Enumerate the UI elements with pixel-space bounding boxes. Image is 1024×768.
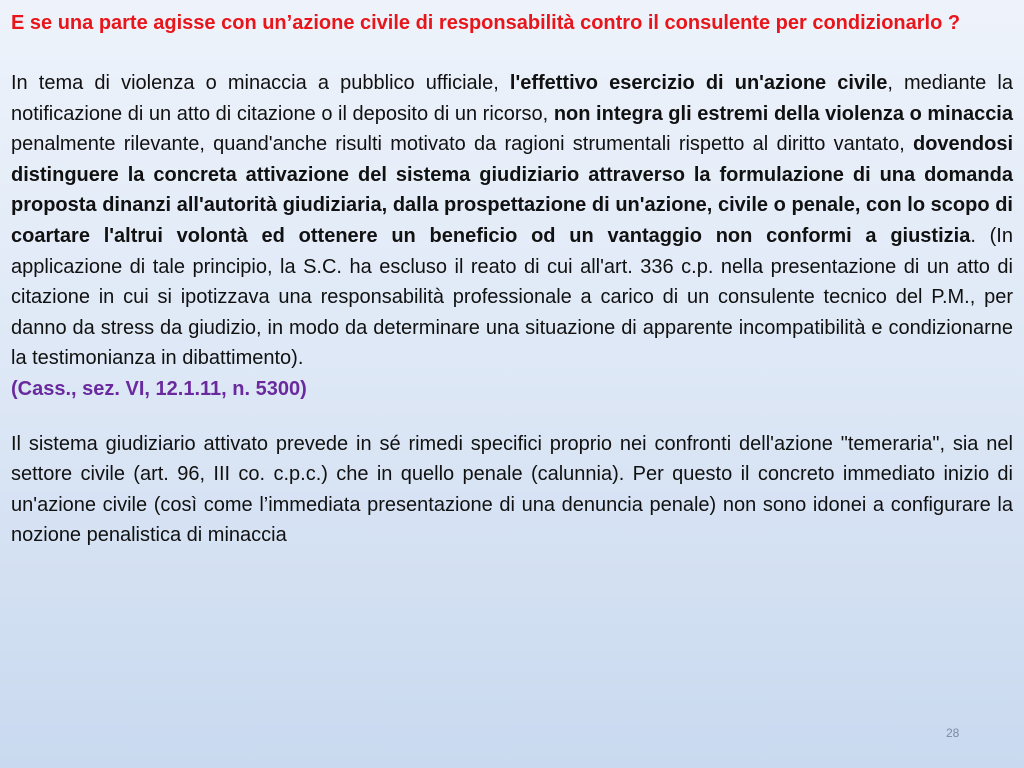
- page-number: 28: [946, 726, 960, 740]
- text-segment: In tema di violenza o minaccia a pubblico ufficiale,: [11, 72, 510, 94]
- spacer: [11, 405, 1013, 429]
- slide-heading: E se una parte agisse con un’azione civile di responsabilità contro il consulente per condizionarlo ?: [11, 12, 961, 34]
- text-segment: . (In applicazione di tale principio, la S.C. ha escluso il reato di cui all'art. 336 c.p. nella presentazione di un atto di citazione in cui si ipotizzava una responsabilità professionale a carico di un consulente tecnico del P.M., per danno da stress da giudizio, in modo da determinare una situazione di apparente incompatibilità e condizionarne la testimonianza in dibattimento).: [11, 224, 1013, 370]
- text-segment: , mediante la notificazione di un atto di citazione o il deposito di un ricorso,: [11, 72, 1013, 125]
- bold-segment: l'effettivo esercizio di un'azione civile: [509, 72, 888, 94]
- text-segment: penalmente rilevante, quand'anche risulti motivato da ragioni strumentali rispetto al diritto vantato,: [11, 133, 913, 156]
- paragraph-ruling: [11, 68, 1013, 405]
- slide-content: [11, 8, 1013, 551]
- case-citation: (Cass., sez. VI, 12.1.11, n. 5300): [11, 377, 307, 400]
- paragraph-system: Il sistema giudiziario attivato prevede in sé rimedi specifici proprio nei confronti dell'azione "temeraria", sia nel settore civile (art. 96, III co. c.p.c.) che in quello penale (calunnia). Per questo il concreto immediato inizio di un'azione civile (così come l’immediata presentazione di una denuncia penale) non sono idonei a configurare la nozione penalistica di minaccia: [11, 432, 1013, 547]
- bold-segment: non integra gli estremi della violenza o minaccia: [553, 102, 1013, 125]
- spacer: [11, 38, 1013, 68]
- bold-segment: dovendosi distinguere la concreta attivazione del sistema giudiziario attraverso la formulazione di una domanda proposta dinanzi all'autorità giudiziaria, dalla prospettazione di un'azione, civile o penale, con lo scopo di coartare l'altrui volontà ed ottenere un beneficio od un vantaggio non conformi a giustizia: [11, 133, 1013, 247]
